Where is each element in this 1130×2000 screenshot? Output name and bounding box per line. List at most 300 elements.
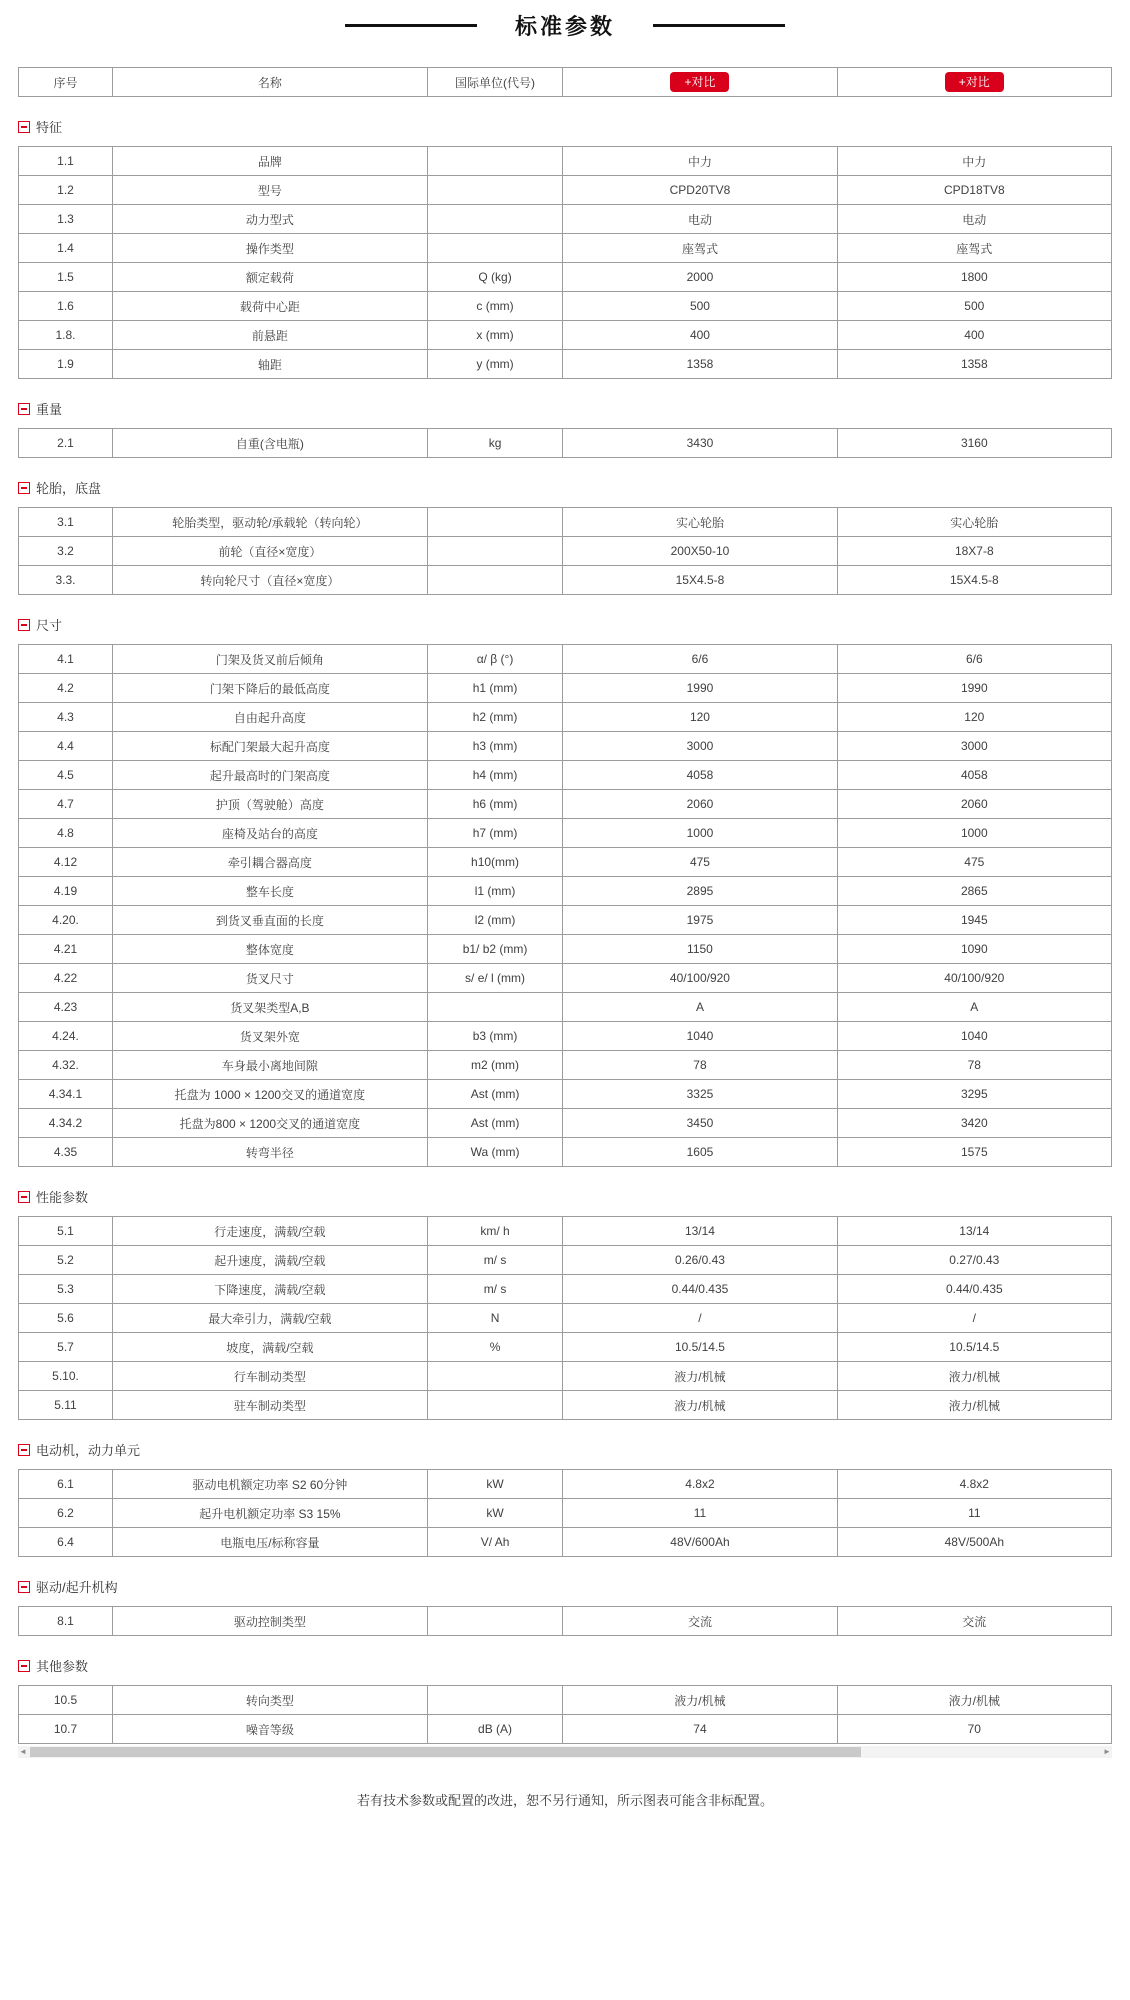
cell-no: 5.11 [19, 1391, 113, 1420]
cell-no: 5.7 [19, 1333, 113, 1362]
cell-name: 起升速度，满载/空载 [112, 1246, 427, 1275]
cell-v1: 6/6 [563, 645, 837, 674]
cell-unit: Wa (mm) [427, 1138, 563, 1167]
cell-v1: 0.44/0.435 [563, 1275, 837, 1304]
cell-unit: s/ e/ l (mm) [427, 964, 563, 993]
header-col-model1 [563, 68, 837, 97]
cell-v1: 40/100/920 [563, 964, 837, 993]
cell-no: 4.20. [19, 906, 113, 935]
cell-no: 1.5 [19, 263, 113, 292]
section-header [18, 399, 1112, 418]
cell-v2: 120 [837, 703, 1111, 732]
section-header [18, 1656, 1112, 1675]
spec-table [18, 1606, 1112, 1636]
cell-name: 门架下降后的最低高度 [112, 674, 427, 703]
cell-v1: 200X50-10 [563, 537, 837, 566]
cell-unit: m/ s [427, 1246, 563, 1275]
cell-v2: 3000 [837, 732, 1111, 761]
spec-section [18, 1656, 1112, 1744]
cell-no: 4.21 [19, 935, 113, 964]
cell-v1: 液力/机械 [563, 1362, 837, 1391]
collapse-minus-icon[interactable] [18, 1660, 30, 1672]
cell-no: 6.1 [19, 1470, 113, 1499]
cell-v1: 74 [563, 1715, 837, 1744]
cell-no: 5.1 [19, 1217, 113, 1246]
cell-no: 4.32. [19, 1051, 113, 1080]
cell-v2: 1945 [837, 906, 1111, 935]
cell-no: 4.34.1 [19, 1080, 113, 1109]
spec-row [19, 234, 1112, 263]
cell-v2: 座驾式 [837, 234, 1111, 263]
cell-name: 型号 [112, 176, 427, 205]
cell-name: 起升最高时的门架高度 [112, 761, 427, 790]
spec-table [18, 507, 1112, 595]
cell-unit: b3 (mm) [427, 1022, 563, 1051]
cell-v2: 0.44/0.435 [837, 1275, 1111, 1304]
cell-v2: 500 [837, 292, 1111, 321]
spec-row [19, 1217, 1112, 1246]
cell-name: 托盘为800 × 1200交叉的通道宽度 [112, 1109, 427, 1138]
spec-row [19, 703, 1112, 732]
cell-v2: 1090 [837, 935, 1111, 964]
cell-v2: 11 [837, 1499, 1111, 1528]
cell-unit [427, 1391, 563, 1420]
cell-v1: 1000 [563, 819, 837, 848]
cell-unit [427, 537, 563, 566]
cell-v2: 400 [837, 321, 1111, 350]
cell-name: 前轮（直径×宽度） [112, 537, 427, 566]
cell-no: 10.7 [19, 1715, 113, 1744]
collapse-minus-icon[interactable] [18, 482, 30, 494]
cell-unit: y (mm) [427, 350, 563, 379]
spec-row [19, 848, 1112, 877]
page-title-block [18, 10, 1112, 41]
cell-name: 最大牵引力，满载/空载 [112, 1304, 427, 1333]
cell-no: 5.6 [19, 1304, 113, 1333]
cell-no: 4.12 [19, 848, 113, 877]
spec-row [19, 429, 1112, 458]
cell-name: 动力型式 [112, 205, 427, 234]
cell-unit [427, 1686, 563, 1715]
spec-row [19, 147, 1112, 176]
cell-unit: Ast (mm) [427, 1109, 563, 1138]
cell-v1: 2895 [563, 877, 837, 906]
spec-row [19, 645, 1112, 674]
spec-table [18, 1685, 1112, 1744]
cell-name: 转弯半径 [112, 1138, 427, 1167]
cell-v2: CPD18TV8 [837, 176, 1111, 205]
cell-v2: 液力/机械 [837, 1362, 1111, 1391]
cell-v2: 1800 [837, 263, 1111, 292]
cell-name: 行走速度，满载/空载 [112, 1217, 427, 1246]
sections-container [18, 117, 1112, 1744]
cell-v1: A [563, 993, 837, 1022]
cell-no: 4.19 [19, 877, 113, 906]
cell-v1: 2060 [563, 790, 837, 819]
cell-name: 到货叉垂直面的长度 [112, 906, 427, 935]
cell-name: 货叉架类型A,B [112, 993, 427, 1022]
cell-unit: N [427, 1304, 563, 1333]
cell-unit: h3 (mm) [427, 732, 563, 761]
spec-table [18, 644, 1112, 1167]
spec-section [18, 1440, 1112, 1557]
spec-section [18, 117, 1112, 379]
cell-no: 4.22 [19, 964, 113, 993]
cell-v2: 液力/机械 [837, 1391, 1111, 1420]
cell-v2: 1575 [837, 1138, 1111, 1167]
cell-name: 驱动电机额定功率 S2 60分钟 [112, 1470, 427, 1499]
cell-v2: 18X7-8 [837, 537, 1111, 566]
spec-row [19, 1686, 1112, 1715]
spec-row [19, 205, 1112, 234]
spec-row [19, 964, 1112, 993]
cell-no: 8.1 [19, 1607, 113, 1636]
spec-section [18, 615, 1112, 1167]
cell-no: 1.1 [19, 147, 113, 176]
cell-v1: 4058 [563, 761, 837, 790]
spec-row [19, 1607, 1112, 1636]
cell-v1: 1358 [563, 350, 837, 379]
spec-section [18, 1577, 1112, 1636]
spec-row [19, 1362, 1112, 1391]
title-line-left [345, 24, 477, 27]
title-line-right [653, 24, 785, 27]
cell-no: 10.5 [19, 1686, 113, 1715]
spec-row [19, 790, 1112, 819]
spec-row [19, 993, 1112, 1022]
cell-no: 3.3. [19, 566, 113, 595]
cell-name: 电瓶电压/标称容量 [112, 1528, 427, 1557]
cell-no: 4.1 [19, 645, 113, 674]
cell-no: 4.3 [19, 703, 113, 732]
cell-unit: dB (A) [427, 1715, 563, 1744]
cell-unit: h6 (mm) [427, 790, 563, 819]
cell-v1: 400 [563, 321, 837, 350]
cell-v1: / [563, 1304, 837, 1333]
scrollbar-thumb[interactable] [30, 1747, 861, 1757]
spec-row [19, 877, 1112, 906]
cell-v1: 11 [563, 1499, 837, 1528]
disclaimer-text: 若有技术参数或配置的改进，恕不另行通知，所示图表可能含非标配置。 [356, 1793, 773, 1808]
cell-no: 4.4 [19, 732, 113, 761]
cell-unit [427, 566, 563, 595]
cell-unit: α/ β (°) [427, 645, 563, 674]
cell-name: 门架及货叉前后倾角 [112, 645, 427, 674]
cell-v1: 中力 [563, 147, 837, 176]
spec-section [18, 1187, 1112, 1420]
cell-v2: 10.5/14.5 [837, 1333, 1111, 1362]
cell-no: 1.4 [19, 234, 113, 263]
spec-section [18, 399, 1112, 458]
cell-v1: 0.26/0.43 [563, 1246, 837, 1275]
cell-unit [427, 205, 563, 234]
cell-v2: 1990 [837, 674, 1111, 703]
cell-v1: 3450 [563, 1109, 837, 1138]
cell-unit: h4 (mm) [427, 761, 563, 790]
collapse-minus-icon[interactable] [18, 619, 30, 631]
spec-row [19, 350, 1112, 379]
section-header [18, 1577, 1112, 1596]
spec-table [18, 1469, 1112, 1557]
cell-v1: 座驾式 [563, 234, 837, 263]
header-col-model2 [837, 68, 1111, 97]
cell-v1: 475 [563, 848, 837, 877]
spec-row [19, 1391, 1112, 1420]
cell-v1: 3000 [563, 732, 837, 761]
cell-no: 4.5 [19, 761, 113, 790]
header-row [19, 68, 1112, 97]
cell-unit: l1 (mm) [427, 877, 563, 906]
spec-section [18, 478, 1112, 595]
section-title: 驱动/起升机构 [36, 1580, 118, 1595]
cell-v2: 3295 [837, 1080, 1111, 1109]
cell-no: 1.9 [19, 350, 113, 379]
cell-name: 噪音等级 [112, 1715, 427, 1744]
cell-unit: km/ h [427, 1217, 563, 1246]
cell-name: 货叉架外宽 [112, 1022, 427, 1051]
cell-name: 自重(含电瓶) [112, 429, 427, 458]
cell-name: 前悬距 [112, 321, 427, 350]
cell-no: 6.4 [19, 1528, 113, 1557]
spec-row [19, 321, 1112, 350]
section-header [18, 1187, 1112, 1206]
cell-name: 坡度，满载/空载 [112, 1333, 427, 1362]
page-title: 标准参数 [514, 14, 615, 39]
cell-unit: h7 (mm) [427, 819, 563, 848]
cell-unit: x (mm) [427, 321, 563, 350]
cell-name: 牵引耦合器高度 [112, 848, 427, 877]
cell-unit [427, 1362, 563, 1391]
cell-name: 护顶（驾驶舱）高度 [112, 790, 427, 819]
section-title: 轮胎，底盘 [36, 481, 102, 496]
cell-name: 轮胎类型，驱动轮/承载轮（转向轮） [112, 508, 427, 537]
cell-no: 1.3 [19, 205, 113, 234]
collapse-minus-icon[interactable] [18, 1581, 30, 1593]
cell-no: 4.7 [19, 790, 113, 819]
cell-unit [427, 234, 563, 263]
cell-name: 驻车制动类型 [112, 1391, 427, 1420]
cell-v2: 1040 [837, 1022, 1111, 1051]
cell-no: 4.34.2 [19, 1109, 113, 1138]
cell-v1: 15X4.5-8 [563, 566, 837, 595]
cell-no: 1.2 [19, 176, 113, 205]
collapse-minus-icon[interactable] [18, 403, 30, 415]
header-col-index: 序号 [19, 68, 113, 97]
cell-unit: kW [427, 1470, 563, 1499]
cell-unit: V/ Ah [427, 1528, 563, 1557]
cell-v2: 4.8x2 [837, 1470, 1111, 1499]
cell-name: 标配门架最大起升高度 [112, 732, 427, 761]
cell-unit: kg [427, 429, 563, 458]
cell-unit: h10(mm) [427, 848, 563, 877]
cell-unit: c (mm) [427, 292, 563, 321]
spec-row [19, 819, 1112, 848]
cell-v2: 2865 [837, 877, 1111, 906]
cell-v1: 实心轮胎 [563, 508, 837, 537]
cell-v2: 6/6 [837, 645, 1111, 674]
cell-unit [427, 508, 563, 537]
cell-name: 自由起升高度 [112, 703, 427, 732]
spec-table [18, 428, 1112, 458]
cell-no: 1.6 [19, 292, 113, 321]
cell-v1: 液力/机械 [563, 1391, 837, 1420]
cell-v2: 4058 [837, 761, 1111, 790]
cell-no: 5.10. [19, 1362, 113, 1391]
header-col-unit: 国际单位(代号) [427, 68, 563, 97]
cell-v1: CPD20TV8 [563, 176, 837, 205]
cell-v1: 4.8x2 [563, 1470, 837, 1499]
cell-name: 下降速度，满载/空载 [112, 1275, 427, 1304]
cell-unit [427, 176, 563, 205]
cell-v2: 1358 [837, 350, 1111, 379]
cell-name: 座椅及站台的高度 [112, 819, 427, 848]
spec-header-table [18, 67, 1112, 97]
cell-v2: A [837, 993, 1111, 1022]
cell-unit: m2 (mm) [427, 1051, 563, 1080]
section-title: 重量 [36, 402, 63, 417]
cell-no: 4.8 [19, 819, 113, 848]
cell-name: 额定载荷 [112, 263, 427, 292]
cell-no: 3.1 [19, 508, 113, 537]
spec-row [19, 1051, 1112, 1080]
cell-name: 轴距 [112, 350, 427, 379]
cell-v1: 10.5/14.5 [563, 1333, 837, 1362]
spec-row [19, 292, 1112, 321]
spec-row [19, 1246, 1112, 1275]
collapse-minus-icon[interactable] [18, 1444, 30, 1456]
spec-row [19, 1275, 1112, 1304]
spec-row [19, 566, 1112, 595]
cell-unit: kW [427, 1499, 563, 1528]
cell-unit: Q (kg) [427, 263, 563, 292]
spec-row [19, 176, 1112, 205]
cell-unit: Ast (mm) [427, 1080, 563, 1109]
cell-no: 4.23 [19, 993, 113, 1022]
cell-name: 操作类型 [112, 234, 427, 263]
cell-unit [427, 1607, 563, 1636]
horizontal-scrollbar[interactable] [18, 1746, 1112, 1758]
cell-v1: 交流 [563, 1607, 837, 1636]
cell-v2: 液力/机械 [837, 1686, 1111, 1715]
cell-name: 整体宽度 [112, 935, 427, 964]
spec-row [19, 935, 1112, 964]
cell-name: 托盘为 1000 × 1200交叉的通道宽度 [112, 1080, 427, 1109]
spec-row [19, 263, 1112, 292]
cell-v2: 3160 [837, 429, 1111, 458]
scroll-right-arrow-icon[interactable]: ► [1103, 1747, 1111, 1756]
cell-no: 5.3 [19, 1275, 113, 1304]
cell-v2: / [837, 1304, 1111, 1333]
cell-v1: 3430 [563, 429, 837, 458]
cell-v2: 0.27/0.43 [837, 1246, 1111, 1275]
cell-v1: 1150 [563, 935, 837, 964]
cell-no: 3.2 [19, 537, 113, 566]
spec-row [19, 1022, 1112, 1051]
section-title: 特征 [36, 120, 63, 135]
cell-unit: % [427, 1333, 563, 1362]
section-header [18, 1440, 1112, 1459]
cell-name: 整车长度 [112, 877, 427, 906]
cell-name: 驱动控制类型 [112, 1607, 427, 1636]
cell-v2: 15X4.5-8 [837, 566, 1111, 595]
cell-unit: b1/ b2 (mm) [427, 935, 563, 964]
cell-v1: 78 [563, 1051, 837, 1080]
cell-name: 转向类型 [112, 1686, 427, 1715]
spec-row [19, 1109, 1112, 1138]
cell-no: 6.2 [19, 1499, 113, 1528]
collapse-minus-icon[interactable] [18, 1191, 30, 1203]
cell-v1: 1040 [563, 1022, 837, 1051]
cell-v1: 1975 [563, 906, 837, 935]
cell-v2: 3420 [837, 1109, 1111, 1138]
section-header [18, 478, 1112, 497]
cell-no: 4.24. [19, 1022, 113, 1051]
spec-row [19, 906, 1112, 935]
compare-button-model-1[interactable]: +对比 [670, 72, 729, 92]
cell-v2: 40/100/920 [837, 964, 1111, 993]
cell-v2: 70 [837, 1715, 1111, 1744]
cell-v1: 液力/机械 [563, 1686, 837, 1715]
spec-row [19, 761, 1112, 790]
cell-v2: 48V/500Ah [837, 1528, 1111, 1557]
cell-v1: 120 [563, 703, 837, 732]
cell-name: 载荷中心距 [112, 292, 427, 321]
cell-v2: 475 [837, 848, 1111, 877]
cell-unit: h2 (mm) [427, 703, 563, 732]
cell-v2: 13/14 [837, 1217, 1111, 1246]
spec-row [19, 1304, 1112, 1333]
spec-row [19, 732, 1112, 761]
spec-row [19, 1715, 1112, 1744]
cell-no: 1.8. [19, 321, 113, 350]
spec-row [19, 1333, 1112, 1362]
header-col-name: 名称 [112, 68, 427, 97]
spec-table [18, 146, 1112, 379]
cell-v1: 48V/600Ah [563, 1528, 837, 1557]
spec-row [19, 674, 1112, 703]
section-title: 电动机，动力单元 [36, 1443, 141, 1458]
cell-unit: h1 (mm) [427, 674, 563, 703]
cell-unit: l2 (mm) [427, 906, 563, 935]
cell-v1: 3325 [563, 1080, 837, 1109]
cell-v2: 中力 [837, 147, 1111, 176]
collapse-minus-icon[interactable] [18, 121, 30, 133]
cell-no: 4.2 [19, 674, 113, 703]
compare-button-model-2[interactable]: +对比 [945, 72, 1004, 92]
scroll-left-arrow-icon[interactable]: ◄ [19, 1747, 27, 1756]
spec-row [19, 1528, 1112, 1557]
cell-name: 品牌 [112, 147, 427, 176]
cell-v1: 电动 [563, 205, 837, 234]
cell-v1: 13/14 [563, 1217, 837, 1246]
spec-row [19, 1470, 1112, 1499]
spec-table [18, 1216, 1112, 1420]
spec-row [19, 1499, 1112, 1528]
cell-name: 行车制动类型 [112, 1362, 427, 1391]
cell-name: 货叉尺寸 [112, 964, 427, 993]
cell-no: 5.2 [19, 1246, 113, 1275]
cell-v2: 交流 [837, 1607, 1111, 1636]
section-title: 性能参数 [36, 1190, 89, 1205]
cell-v2: 2060 [837, 790, 1111, 819]
cell-v1: 1605 [563, 1138, 837, 1167]
spec-row [19, 508, 1112, 537]
spec-row [19, 1138, 1112, 1167]
cell-unit [427, 147, 563, 176]
cell-v2: 1000 [837, 819, 1111, 848]
cell-name: 转向轮尺寸（直径×宽度） [112, 566, 427, 595]
cell-name: 车身最小离地间隙 [112, 1051, 427, 1080]
